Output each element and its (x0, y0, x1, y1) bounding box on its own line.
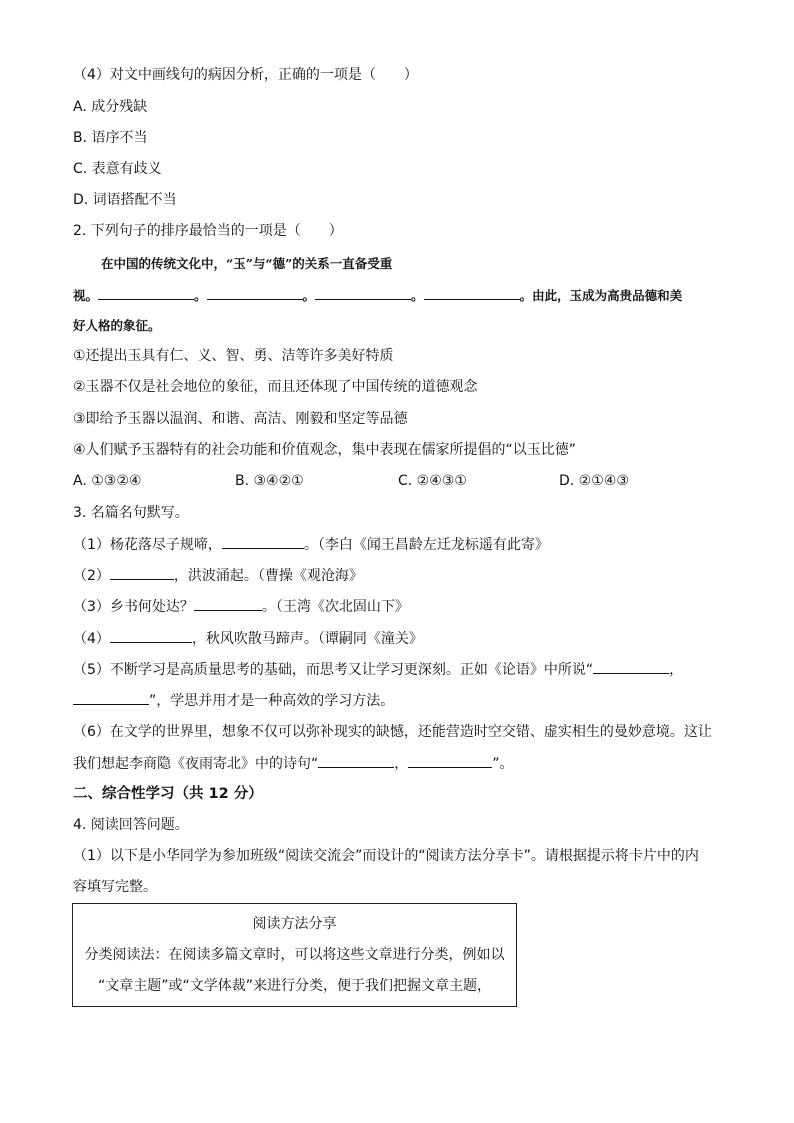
recitation-item-5-line-1 (73, 659, 683, 680)
passage-line-3: 好人格的象征。 (73, 318, 161, 333)
option-a: A. 成分残缺 (73, 99, 148, 115)
card-line-2: “文章主题”或“文学体裁”来进行分类，便于我们把握文章主题， (97, 978, 491, 994)
recitation-item-1 (73, 534, 549, 555)
answer-blank[interactable] (408, 753, 492, 768)
item-text: （5）不断学习是高质量思考的基础，而思考又让学习更深刻。正如《论语》中所说“ (73, 662, 594, 678)
recitation-item-2 (73, 565, 363, 586)
sentence-3: ③即给予玉器以温润、和谐、高洁、刚毅和坚定等品德 (73, 411, 408, 427)
sentence-2: ②玉器不仅是社会地位的象征，而且还体现了中国传统的道德观念 (73, 379, 478, 395)
recitation-item-6-line-2 (73, 753, 514, 774)
passage-line-1: 在中国的传统文化中，“玉”与“德”的关系一直备受重 (101, 256, 393, 271)
comma: ， (669, 662, 684, 678)
blank-3[interactable] (315, 285, 411, 300)
item-suffix: ，秋风吹散马蹄声。（谭嗣同《潼关》 (191, 631, 423, 647)
item-prefix: （1）杨花落尽子规啼， (73, 537, 222, 553)
answer-blank[interactable] (110, 565, 174, 580)
blank-2[interactable] (207, 285, 303, 300)
reading-method-card (72, 903, 517, 1007)
answer-blank[interactable] (110, 628, 192, 643)
question-4-sub1-line-1: （1）以下是小华同学为参加班级“阅读交流会”而设计的“阅读方法分享卡”。请根据提示将卡片中的内 (73, 848, 699, 864)
passage-start: 视。 (73, 288, 99, 303)
passage-line-2 (73, 285, 682, 306)
answer-blank[interactable] (194, 596, 262, 611)
item-suffix: 。（王湾《次北固山下》 (261, 599, 409, 615)
item-prefix: （4） (73, 631, 110, 647)
question-4-stem: 4. 阅读回答问题。 (73, 817, 189, 833)
answer-blank[interactable] (222, 534, 304, 549)
question-3-stem: 3. 名篇名句默写。 (73, 505, 189, 521)
item-suffix: ，洪波涌起。（曹操《观沧海》 (173, 568, 363, 584)
sentence-1: ①还提出玉具有仁、义、智、勇、洁等许多美好特质 (73, 348, 394, 364)
blank-4[interactable] (424, 285, 520, 300)
recitation-item-6-line-1: （6）在文学的世界里，想象不仅可以弥补现实的缺憾，还能营造时空交错、虚实相生的曼妙意境。这让 (73, 724, 712, 740)
choice-a[interactable]: A. ①③②④ (73, 473, 142, 489)
sentence-4: ④人们赋予玉器特有的社会功能和价值观念，集中表现在儒家所提倡的“以玉比德” (73, 442, 577, 458)
choice-c[interactable]: C. ②④③① (398, 473, 467, 489)
card-line-1: 分类阅读法：在阅读多篇文章时，可以将这些文章进行分类，例如以 (84, 947, 505, 963)
question-2-choices (73, 471, 673, 491)
item-prefix: （2） (73, 568, 110, 584)
answer-blank[interactable] (73, 690, 149, 705)
answer-blank[interactable] (318, 753, 394, 768)
comma: ， (394, 756, 409, 772)
item-suffix: ”，学思并用才是一种高效的学习方法。 (149, 693, 395, 709)
separator: 。 (194, 288, 207, 303)
question-1-4-stem: （4）对文中画线句的病因分析，正确的一项是（ ） (73, 67, 418, 83)
item-suffix: 。（李白《闻王昌龄左迁龙标遥有此寄》 (303, 537, 549, 553)
option-d: D. 词语搭配不当 (73, 192, 177, 208)
option-c: C. 表意有歧义 (73, 161, 162, 177)
option-b: B. 语序不当 (73, 130, 148, 146)
choice-d[interactable]: D. ②①④③ (559, 473, 629, 489)
section-heading: 二、综合性学习（共 12 分） (73, 786, 263, 802)
separator: 。 (302, 288, 316, 303)
answer-blank[interactable] (593, 659, 669, 674)
item-suffix: ”。 (492, 756, 514, 772)
recitation-item-5-line-2 (73, 690, 394, 711)
item-prefix: 我们想起李商隐《夜雨寄北》中的诗句“ (73, 756, 319, 772)
item-prefix: （3）乡书何处达？ (73, 599, 194, 615)
passage-end: 。由此，玉成为高贵品德和美 (519, 288, 683, 303)
card-title: 阅读方法分享 (252, 916, 337, 932)
question-2-stem: 2. 下列句子的排序最恰当的一项是（ ） (73, 223, 343, 239)
choice-b[interactable]: B. ③④②① (235, 473, 304, 489)
recitation-item-3 (73, 596, 409, 617)
question-4-sub1-line-2: 容填写完整。 (73, 879, 157, 895)
separator: 。 (411, 288, 424, 303)
recitation-item-4 (73, 628, 423, 649)
blank-1[interactable] (98, 285, 194, 300)
